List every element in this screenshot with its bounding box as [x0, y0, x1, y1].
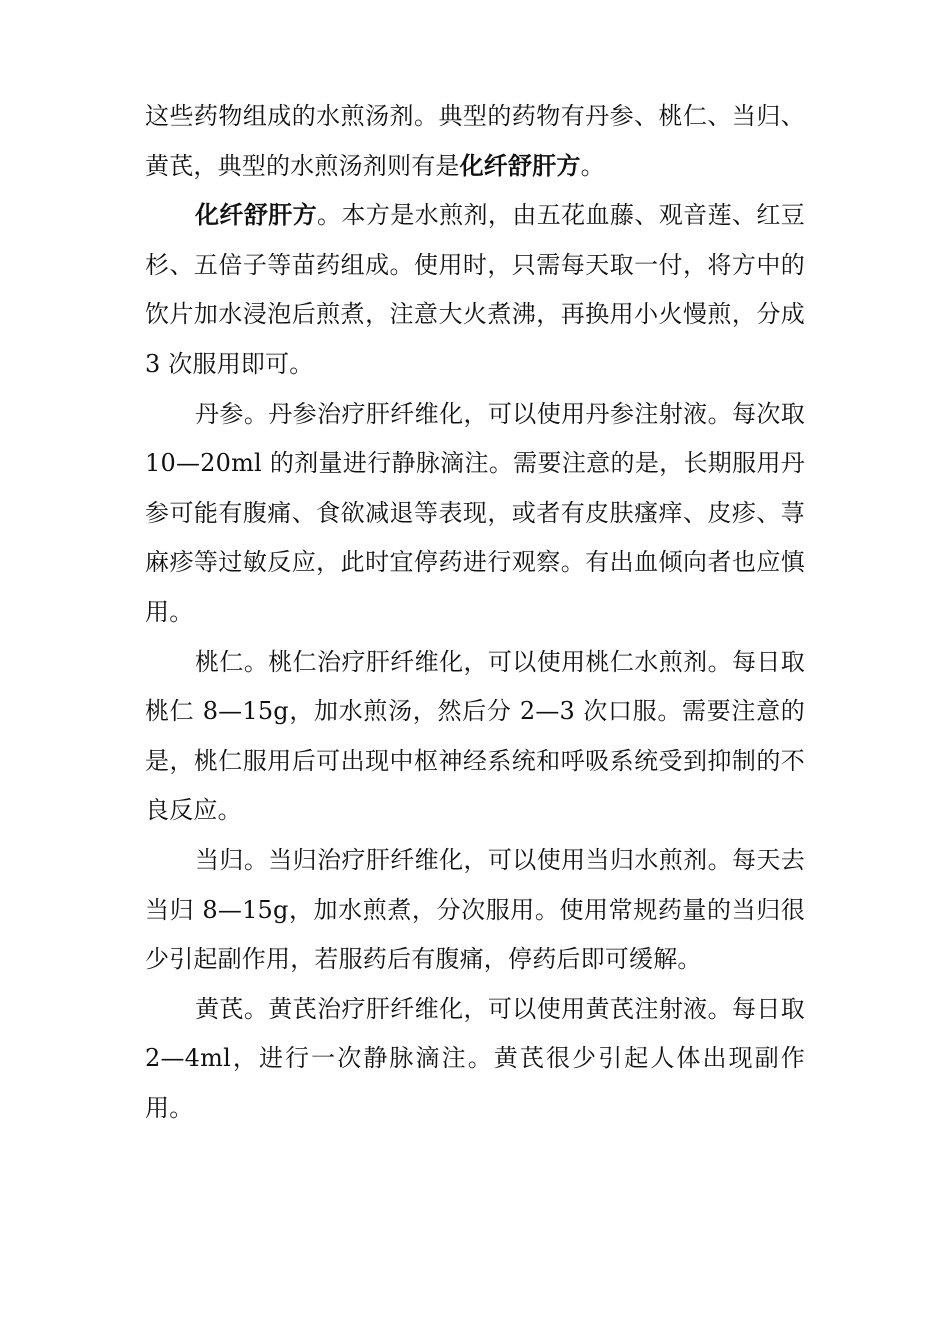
- paragraph-danshen: 丹参。丹参治疗肝纤维化，可以使用丹参注射液。每次取 10—20ml 的剂量进行静脉滴注。需要注意的是，长期服用丹参可能有腹痛、食欲减退等表现，或者有皮肤瘙痒、皮疹、荨麻疹等过敏反应，此时宜停药进行观察。有出血倾向者也应慎用。: [145, 399, 805, 626]
- paragraph-huaxian: [145, 191, 805, 389]
- paragraph-danggui: 当归。当归治疗肝纤维化，可以使用当归水煎剂。每天去当归 8—15g，加水煎煮，分次服用。使用常规药量的当归很少引起副作用，若服药后有腹痛，停药后即可缓解。: [145, 845, 805, 974]
- document-page: [145, 92, 805, 1133]
- paragraph-intro-text: 这些药物组成的水煎汤剂。典型的药物有丹参、桃仁、当归、黄芪，典型的水煎汤剂则有是: [145, 102, 805, 180]
- paragraph-intro-tail: 。: [580, 151, 605, 180]
- paragraph-huaxian-text: 。本方是水煎剂，由五花血藤、观音莲、红豆杉、五倍子等苗药组成。使用时，只需每天取一付，将方中的饮片加水浸泡后煎煮，注意大火煮沸，再换用小火慢煎，分成 3 次服用即可。: [145, 201, 806, 378]
- paragraph-taoren: 桃仁。桃仁治疗肝纤维化，可以使用桃仁水煎剂。每日取桃仁 8—15g，加水煎汤，然后分 2—3 次口服。需要注意的是，桃仁服用后可出现中枢神经系统和呼吸系统受到抑制的不良反应。: [145, 647, 805, 825]
- formula-name-bold: 化纤舒肝方: [459, 151, 581, 180]
- formula-heading-bold: 化纤舒肝方: [195, 201, 318, 230]
- paragraph-huangqi: 黄芪。黄芪治疗肝纤维化，可以使用黄芪注射液。每日取 2—4ml，进行一次静脉滴注。黄芪很少引起人体出现副作用。: [145, 994, 805, 1122]
- paragraph-intro: [145, 92, 805, 191]
